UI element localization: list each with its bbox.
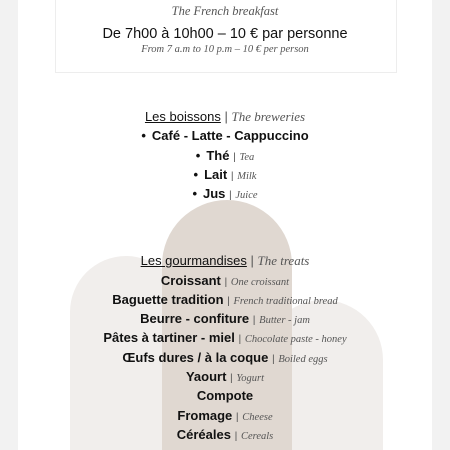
drink-name-en: Juice — [235, 190, 258, 201]
item-separator: | — [224, 276, 228, 288]
list-item — [18, 311, 432, 326]
drink-name: Café - Latte - Cappuccino — [151, 128, 309, 143]
treats-heading — [18, 253, 432, 269]
treat-name-en: Cheese — [242, 412, 273, 423]
treat-name: Yaourt — [185, 369, 227, 384]
list-item — [18, 186, 432, 201]
treat-name: Pâtes à tartiner - miel — [103, 330, 235, 345]
list-item — [18, 292, 432, 307]
list-item — [18, 427, 432, 442]
treats-heading-fr: Les gourmandises — [140, 253, 247, 268]
list-item — [18, 369, 432, 384]
treat-name-en: One croissant — [230, 277, 290, 288]
heading-separator: | — [250, 253, 254, 268]
bullet-icon: • — [141, 128, 146, 143]
treat-name: Œufs dures / à la coque — [122, 350, 269, 365]
drink-name-en: Milk — [237, 171, 257, 182]
menu-page — [18, 0, 432, 450]
list-item — [18, 167, 432, 182]
item-separator: | — [230, 372, 233, 384]
drinks-heading — [18, 109, 432, 125]
treat-name-en: Yogurt — [236, 373, 265, 384]
drink-name-en: Tea — [239, 152, 255, 163]
treats-heading-en: The treats — [257, 253, 310, 268]
item-separator: | — [233, 151, 236, 163]
drink-name: Lait — [204, 167, 228, 182]
treat-name: Croissant — [160, 273, 221, 288]
item-separator: | — [271, 353, 275, 365]
bullet-icon: • — [195, 148, 201, 163]
item-separator: | — [229, 189, 232, 201]
treat-name-en: Butter - jam — [259, 315, 310, 326]
list-item — [18, 273, 432, 288]
drinks-heading-fr: Les boissons — [144, 109, 221, 124]
item-separator: | — [235, 411, 239, 423]
drink-name: Thé — [206, 148, 230, 163]
drinks-heading-en: The breweries — [231, 109, 306, 124]
item-separator: | — [234, 430, 238, 442]
treat-name-en: French traditional bread — [233, 296, 338, 307]
breakfast-hours-fr: De 7h00 à 10h00 – 10 € par personne — [102, 26, 348, 42]
bullet-icon: • — [193, 167, 199, 182]
item-separator: | — [238, 333, 242, 345]
bullet-icon: • — [192, 186, 197, 201]
item-separator: | — [252, 314, 256, 326]
treat-name-en: Chocolate paste - honey — [244, 334, 347, 345]
treat-name: Fromage — [177, 408, 233, 423]
item-separator: | — [230, 170, 234, 182]
list-item — [18, 128, 432, 143]
breakfast-hours-en: From 7 a.m to 10 p.m – 10 € per person — [141, 44, 309, 55]
heading-separator: | — [224, 109, 228, 124]
list-item — [18, 330, 432, 345]
treat-name: Compote — [196, 388, 254, 403]
breakfast-tagline: The French breakfast — [171, 4, 279, 18]
treat-name-en: Boiled eggs — [278, 354, 328, 365]
treat-name: Beurre - confiture — [140, 311, 250, 326]
item-separator: | — [227, 295, 230, 307]
list-item — [18, 388, 432, 403]
list-item — [18, 148, 432, 163]
list-item — [18, 408, 432, 423]
list-item — [18, 350, 432, 365]
treat-name: Baguette tradition — [112, 292, 224, 307]
drink-name: Jus — [203, 186, 226, 201]
menu-content — [18, 0, 432, 450]
treat-name-en: Cereals — [240, 431, 274, 442]
treat-name: Céréales — [176, 427, 231, 442]
